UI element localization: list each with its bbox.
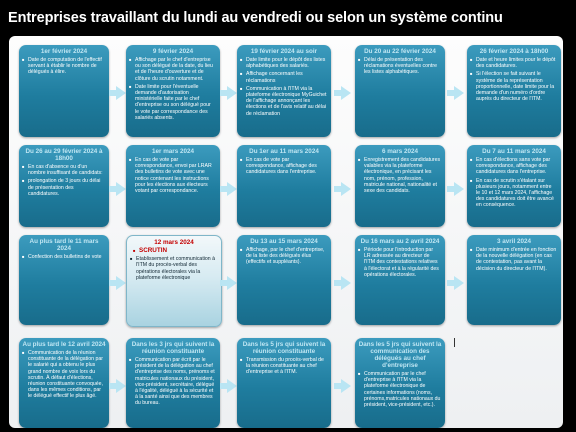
step-items [467, 57, 561, 102]
step-date: 12 mars 2024 [154, 239, 194, 246]
step-date: Du 16 mars au 2 avril 2024 [360, 238, 440, 245]
timeline-step-3-4 [355, 235, 445, 325]
step-item: ■ En cas de vote par correspondance, envoi par LRAR des bulletins de vote avec une notice contenant les instructions pour les élections aux électeurs votant par correspondance. [135, 157, 216, 194]
flow-arrow-icon [227, 86, 237, 100]
flow-arrow-icon [227, 182, 237, 196]
step-item: ■ En cas d'absence ou d'un nombre insuffisant de candidats: [28, 164, 105, 176]
step-date: 9 février 2024 [152, 48, 194, 55]
flow-arrow-icon [454, 182, 464, 196]
timeline-step-4-3 [237, 338, 331, 428]
step-items [237, 247, 331, 266]
step-item: ■ Période pour l'introduction par LR adressée au directeur de l'ITM des contestations relatives à l'électorat et à la régularité des opérations électorales. [364, 247, 441, 278]
step-date: Dans les 5 jrs qui suivent la réunion constituante [242, 341, 326, 355]
step-item: ■ Date limite pour l'éventuelle demande d'autorisation ministérielle faite par le chef d'entreprise ou son délégué pour le vote par correspondance des salariés absents. [135, 84, 216, 121]
flow-arrow-icon [116, 379, 126, 393]
flow-arrow-icon [454, 276, 464, 290]
step-items [355, 57, 445, 76]
step-item: ■ Date minimum d'entrée en fonction de la nouvelle délégation (en cas de contestation, pas avant la décision du directeur de l'ITM). [476, 247, 557, 272]
step-date: 26 février 2024 à 18h00 [479, 48, 549, 55]
timeline-step-3-5 [467, 235, 561, 325]
timeline-step-1-5 [467, 45, 561, 137]
step-item: ■ Confection des bulletins de vote [28, 254, 105, 260]
text-cursor [454, 338, 455, 347]
step-date: 1er février 2024 [40, 48, 88, 55]
flow-arrow-icon [341, 182, 351, 196]
timeline-step-4-2 [126, 338, 220, 428]
step-date: 3 avril 2024 [497, 238, 531, 245]
step-item: ■ Communication de la réunion constituante de la délégation par le salarié qui a obtenu le plus grand nombre de voix lors du scrutin. À défaut d'élections, réunion constituante convoquée, dans les mêmes conditions, par le délégué effectif le plus âgé. [28, 350, 105, 400]
step-item: ■ En cas d'élections sans vote par correspondance, affichage des candidatures dans l'entreprise. [476, 157, 557, 176]
step-date: 6 mars 2024 [381, 148, 419, 155]
timeline-step-2-2 [126, 145, 220, 227]
step-items [126, 157, 220, 194]
timeline-step-2-3 [237, 145, 331, 227]
step-items [126, 357, 220, 407]
timeline-step-3-1 [19, 235, 109, 325]
flow-arrow-icon [341, 379, 351, 393]
step-date: Du 26 au 29 février 2024 à 18h00 [25, 148, 103, 162]
step-item: ■ Communication par écrit par le président de la délégation au chef d'entreprise des noms, prénoms et matricules nationaux du président, vice-président, secrétaire, délégué à l'égalité, délégué à la sécurité et à la santé ainsi que des membres du bureau. [135, 357, 216, 407]
step-item: ■ Etablissement et communication à l'ITM du procès-verbal des opérations électorales via la plateforme électronique [136, 256, 217, 281]
step-item: ■ Communication par le chef d'entreprise à l'ITM via la plateforme électronique de certaines informations (noms, prénoms,matricules nationaux du président, vice-président, etc.). [364, 371, 441, 408]
timeline-step-1-4 [355, 45, 445, 137]
step-date: Du 1er au 11 mars 2024 [249, 148, 319, 155]
step-item: ■ Si l'élection se fait suivant le système de la représentation proportionnelle, date limite pour la demande d'un numéro d'ordre auprès du directeur de l'ITM. [476, 71, 557, 102]
step-items [127, 256, 221, 281]
step-item: ■ Enregistrement des candidatures valables via la plateforme électronique, en précisant les nom, prénom, profession, matricule national, nationalité et sexe des candidats. [364, 157, 441, 194]
timeline-step-2-1 [19, 145, 109, 227]
timeline-step-1-2 [126, 45, 220, 137]
step-items [126, 57, 220, 121]
flow-arrow-icon [116, 182, 126, 196]
step-item: ■ Communication à l'ITM via la plateforme électronique MyGuichet de l'affichage annonçant les élections et de l'avis relatif au délai de réclamation [246, 86, 327, 117]
step-item: ■ Affichage concernant les réclamations [246, 71, 327, 83]
step-item: ■ Affichage par le chef d'entreprise ou son délégué de la date, du lieu et de l'heure d'ouverture et de clôture du scrutin notamment. [135, 57, 216, 82]
timeline-step-2-4 [355, 145, 445, 227]
step-items [355, 247, 445, 278]
timeline-step-1-1 [19, 45, 109, 137]
flow-arrow-icon [454, 86, 464, 100]
step-items [467, 157, 561, 209]
step-items [237, 57, 331, 117]
timeline-step-3-2 [126, 235, 222, 327]
step-item: ■ Date de computation de l'effectif servant à établir le nombre de délégués à élire. [28, 57, 105, 76]
timeline-step-4-4 [355, 338, 445, 428]
step-item: ■ Transmission du procès-verbal de la réunion constituante au chef d'entreprise et à l'ITM. [246, 357, 327, 376]
step-date: Au plus tard le 11 mars 2024 [29, 238, 99, 252]
step-date: Dans les 5 jrs qui suivent la communication des délégués au chef d'entreprise [358, 341, 442, 369]
flow-arrow-icon [227, 379, 237, 393]
step-date: 1er mars 2024 [151, 148, 194, 155]
step-items [19, 164, 109, 197]
flow-arrow-icon [116, 86, 126, 100]
page-title: Entreprises travaillant du lundi au vendredi ou selon un système continu [8, 10, 503, 26]
step-date: 19 février 2024 au soir [250, 48, 318, 55]
timeline-step-1-3 [237, 45, 331, 137]
step-date: Du 13 au 15 mars 2024 [250, 238, 318, 245]
flow-arrow-icon [227, 276, 237, 290]
flow-arrow-icon [341, 276, 351, 290]
step-items [19, 350, 109, 400]
step-date: Du 7 au 11 mars 2024 [482, 148, 546, 155]
flow-arrow-icon [341, 86, 351, 100]
step-item: ■ Délai de présentation des réclamations éventuelles contre les listes alphabétiques. [364, 57, 441, 76]
step-item: ■ Date et heure limites pour le dépôt des candidatures. [476, 57, 557, 69]
step-item: ■ Affichage, par le chef d'entreprise, de la liste des délégués élus (effectifs et suppléants). [246, 247, 327, 266]
step-date: Au plus tard le 12 avril 2024 [22, 341, 106, 348]
step-item: ■ Date limite pour le dépôt des listes alphabétiques des salariés. [246, 57, 327, 69]
timeline-step-2-5 [467, 145, 561, 227]
step-subheader: ■ SCRUTIN [127, 248, 221, 256]
step-item: ■ En cas de scrutin s'étalant sur plusieurs jours, notamment entre le 10 et 12 mars 2024, l'affichage des candidatures doit être avancé en conséquence. [476, 178, 557, 209]
timeline-step-4-1 [19, 338, 109, 428]
timeline-step-3-3 [237, 235, 331, 325]
step-items [19, 57, 109, 76]
step-items [355, 157, 445, 194]
flow-arrow-icon [116, 276, 126, 290]
step-item: ■ En cas de vote par correspondance, affichage des candidatures dans l'entreprise. [246, 157, 327, 176]
step-item: ■ prolongation de 3 jours du délai de présentation des candidatures. [28, 178, 105, 197]
step-date: Du 20 au 22 février 2024 [364, 48, 436, 55]
step-items [355, 371, 445, 408]
step-items [467, 247, 561, 272]
step-items [237, 357, 331, 376]
step-items [237, 157, 331, 176]
step-items [19, 254, 109, 260]
step-date: Dans les 3 jrs qui suivent la réunion constituante [131, 341, 215, 355]
